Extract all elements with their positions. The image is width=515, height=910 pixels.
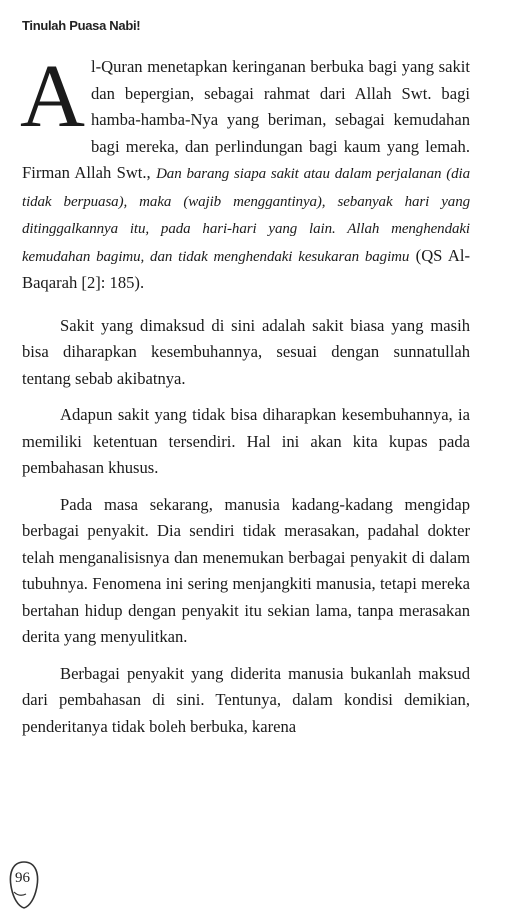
paragraph-4: Berbagai penyakit yang diderita manusia bukanlah maksud dari pembahasan di sini. Tentunya, dalam kondisi demikian, penderitanya tidak boleh berbuka, karena xyxy=(22,663,470,736)
drop-cap: A xyxy=(20,47,85,146)
paragraph-1: Sakit yang dimaksud di sini adalah sakit biasa yang masih bisa diharapkan kesembuhannya, sesuai dengan sunnatullah tentang sebab akibatnya. xyxy=(22,315,470,388)
paragraph-2: Adapun sakit yang tidak bisa diharapkan kesembuhannya, ia memiliki ketentuan tersendiri. Hal ini akan kita kupas pada pembahasan khusus. xyxy=(22,405,470,477)
page-number: 96 xyxy=(15,870,30,886)
paragraph-3: Pada masa sekarang, manusia kadang-kadang mengidap berbagai penyakit. Dia sendiri tidak merasakan, padahal dokter telah menganalisisnya dan menemukan berbagai penyakit di dalam tubuhnya. Fenomena ini sering menjangkiti manusia, tetapi mereka bertahan hidup dengan penyakit itu sekian lama, tanpa merasakan derita yang menyulitkan. xyxy=(22,494,470,646)
quran-quote: Dan barang siapa sakit atau dalam perjalanan (dia tidak berpuasa), maka (wajib menggantinya), sebanyak hari yang ditinggalkannya itu, pada hari-hari yang lain. Allah menghendaki kemudahan bagimu, dan tidak menghendaki kesukaran bagimu xyxy=(22,166,470,265)
page-number-ornament xyxy=(6,858,42,910)
page-body xyxy=(20,47,470,750)
intro-text: l-Quran menetapkan keringanan berbuka bagi yang sakit dan bepergian, sebagai rahmat dari Allah Swt. bagi hamba-hamba-Nya yang beriman, sebagai kemudahan bagi mereka, dan perlindungan bagi kaum yang lemah. Firman Allah Swt., xyxy=(22,57,470,182)
running-header: Tinulah Puasa Nabi! xyxy=(22,18,141,33)
intro-paragraph xyxy=(20,47,470,297)
quote-citation: (QS Al-Baqarah [2]: 185). xyxy=(22,245,470,292)
